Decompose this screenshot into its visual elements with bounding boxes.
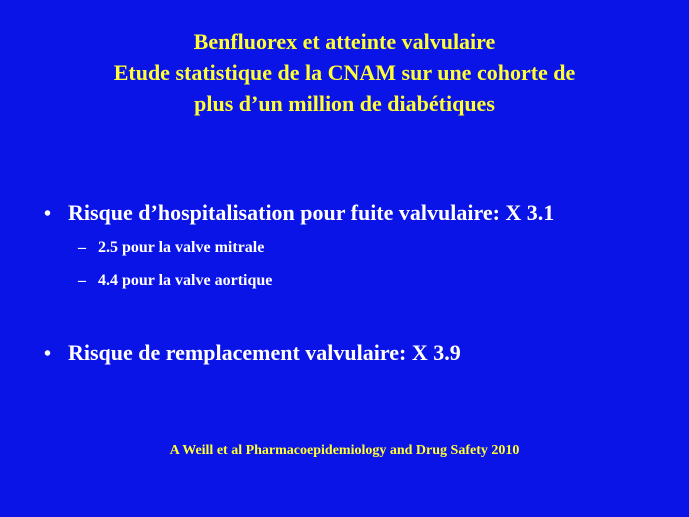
bullet-replacement-risk <box>44 339 461 368</box>
bullet-marker: • <box>44 343 52 365</box>
title-line-3: plus d’un million de diabétiques <box>194 91 495 116</box>
bullet-hospitalisation-risk <box>44 199 554 228</box>
subitem-text: 2.5 pour la valve mitrale <box>98 239 265 256</box>
slide-title <box>0 26 689 119</box>
bullet-text: Risque de remplacement valvulaire: X 3.9 <box>68 340 461 365</box>
title-line-2: Etude statistique de la CNAM sur une cohorte de <box>113 60 576 85</box>
subitem-marker: – <box>78 272 86 289</box>
citation: A Weill et al Pharmacoepidemiology and Drug Safety 2010 <box>169 443 520 458</box>
bullet-marker: • <box>44 203 52 225</box>
subitem-aortic-valve <box>78 270 272 292</box>
subitem-text: 4.4 pour la valve aortique <box>98 272 273 289</box>
subitem-marker: – <box>78 239 86 256</box>
bullet-text: Risque d’hospitalisation pour fuite valvulaire: X 3.1 <box>68 200 555 225</box>
subitem-mitral-valve <box>78 237 264 259</box>
title-line-1: Benfluorex et atteinte valvulaire <box>193 29 496 54</box>
